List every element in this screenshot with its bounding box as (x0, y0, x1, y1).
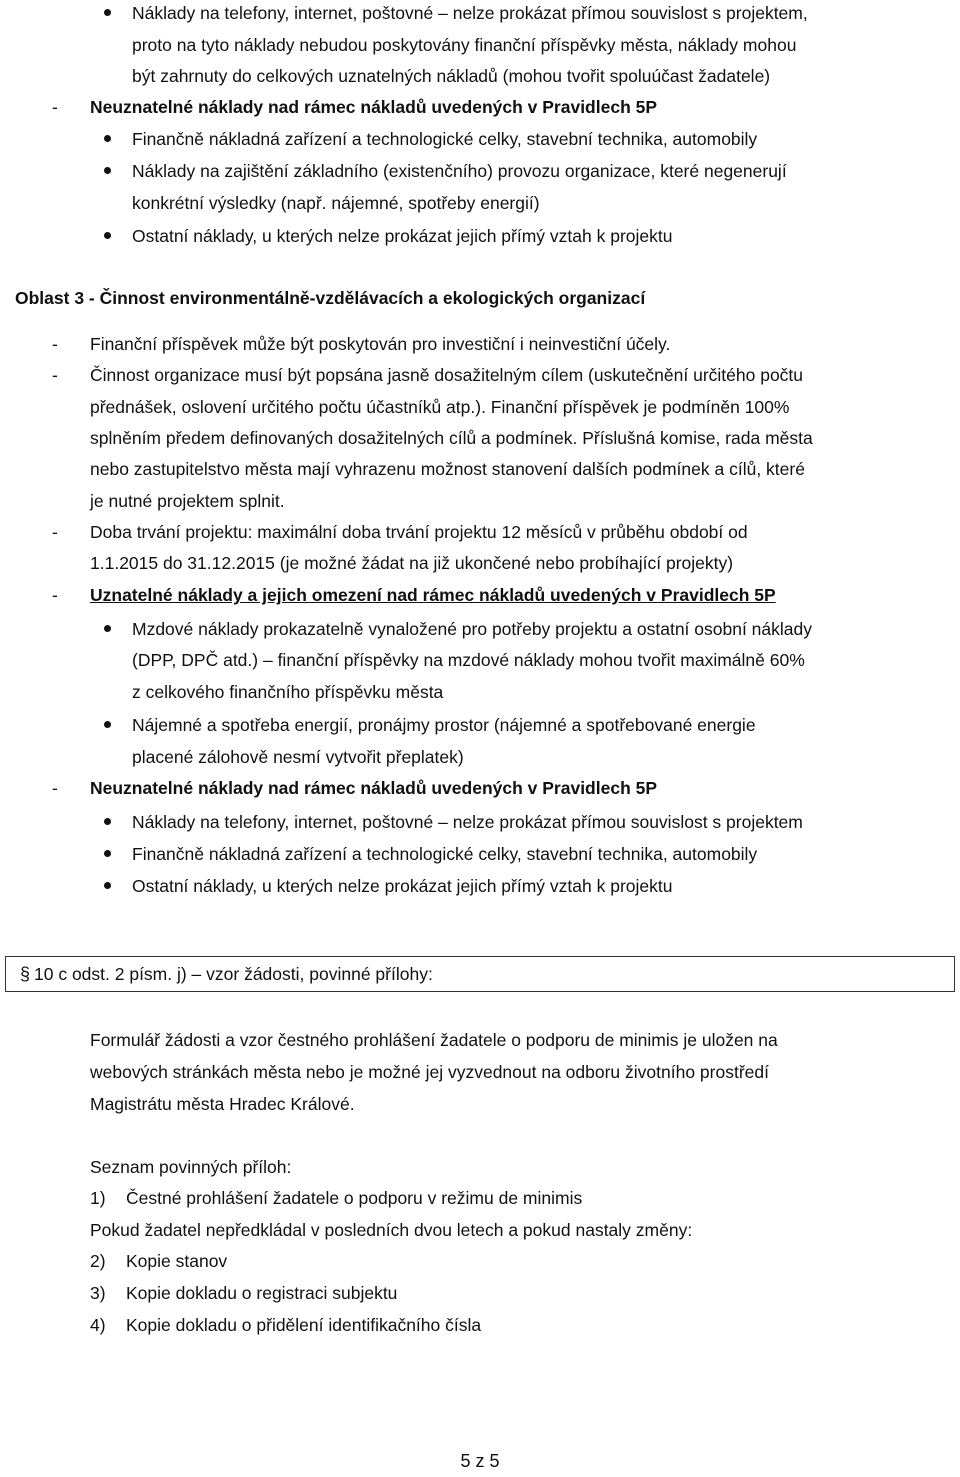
prilohy-note: Pokud žadatel nepředkládal v posledních dvou letech a pokud nastaly změny: (90, 1220, 693, 1240)
uznatelne-heading: - Uznatelné náklady a jejich omezení nad rámec nákladů uvedených v Pravidlech 5P (52, 585, 776, 605)
dash-item-cont: splněním předem definovaných dosažitelných cílů a podmínek. Příslušná komise, rada města (90, 428, 813, 448)
section-box-10c: § 10 c odst. 2 písm. j) – vzor žádosti, povinné přílohy: (5, 956, 955, 992)
bullet-telefony-line3: být zahrnuty do celkových uznatelných nákladů (mohou tvořit spoluúčast žadatele) (132, 66, 771, 86)
list-item: Nájemné a spotřeba energií, pronájmy prostor (nájemné a spotřebované energie (0, 709, 960, 741)
bullet-dot (104, 9, 111, 16)
list-item-cont: konkrétní výsledky (např. nájemné, spotřeby energií) (132, 193, 540, 213)
numbered-item: 1) Čestné prohlášení žadatele o podporu v režimu de minimis (90, 1188, 583, 1208)
list-item: Ostatní náklady, u kterých nelze prokázat jejich přímý vztah k projektu (0, 870, 960, 902)
dash-item-cont: nebo zastupitelstvo města mají vyhrazenu možnost stanovení dalších podmínek a cílů, které (90, 459, 805, 479)
prilohy-heading: Seznam povinných příloh: (90, 1157, 292, 1177)
list-item: Finančně nákladná zařízení a technologické celky, stavební technika, automobily (0, 838, 960, 870)
list-item-cont: placené zálohově nesmí vytvořit přeplatek) (132, 747, 464, 767)
numbered-item: 2) Kopie stanov (90, 1251, 228, 1271)
list-item: Náklady na zajištění základního (existenčního) provozu organizace, které negenerují (0, 155, 960, 187)
dash-item: - Činnost organizace musí být popsána jasně dosažitelným cílem (uskutečnění určitého počtu (52, 365, 804, 385)
section-title-oblast3: Oblast 3 - Činnost environmentálně-vzdělávacích a ekologických organizací (15, 288, 646, 308)
paragraph-line: Magistrátu města Hradec Králové. (90, 1094, 355, 1114)
list-item: Ostatní náklady, u kterých nelze prokázat jejich přímý vztah k projektu (0, 220, 960, 252)
neuznatelne-heading-2: - Neuznatelné náklady nad rámec nákladů uvedených v Pravidlech 5P (52, 778, 658, 798)
dash-item-cont: 1.1.2015 do 31.12.2015 (je možné žádat na již ukončené nebo probíhající projekty) (90, 553, 734, 573)
list-item: Náklady na telefony, internet, poštovné – nelze prokázat přímou souvislost s projektem (0, 806, 960, 838)
dash-item-cont: přednášek, oslovení určitého počtu účastníků atp.). Finanční příspěvek je podmíněn 100% (90, 397, 790, 417)
numbered-item: 4) Kopie dokladu o přidělení identifikačního čísla (90, 1315, 482, 1335)
list-item: Mzdové náklady prokazatelně vynaložené pro potřeby projektu a ostatní osobní náklady (0, 613, 960, 645)
list-item-cont: z celkového finančního příspěvku města (132, 682, 444, 702)
dash-item: - Doba trvání projektu: maximální doba trvání projektu 12 měsíců v průběhu období od (52, 522, 748, 542)
bullet-telefony: Náklady na telefony, internet, poštovné – nelze prokázat přímou souvislost s projektem, (0, 0, 960, 29)
paragraph-line: Formulář žádosti a vzor čestného prohlášení žadatele o podporu de minimis je uložen na (90, 1030, 778, 1050)
page-number: 5 z 5 (460, 1451, 500, 1471)
neuznatelne-heading-1: - Neuznatelné náklady nad rámec nákladů uvedených v Pravidlech 5P (52, 97, 658, 117)
numbered-item: 3) Kopie dokladu o registraci subjektu (90, 1283, 398, 1303)
bullet-telefony-line2: proto na tyto náklady nebudou poskytovány finanční příspěvky města, náklady mohou (132, 35, 797, 55)
dash-item-cont: je nutné projektem splnit. (90, 491, 285, 511)
list-item: Finančně nákladná zařízení a technologické celky, stavební technika, automobily (0, 123, 960, 155)
dash-item: - Finanční příspěvek může být poskytován pro investiční i neinvestiční účely. (52, 334, 671, 354)
list-item-cont: (DPP, DPČ atd.) – finanční příspěvky na mzdové náklady mohou tvořit maximálně 60% (132, 650, 805, 670)
paragraph-line: webových stránkách města nebo je možné jej vyzvednout na odboru životního prostředí (90, 1062, 769, 1082)
